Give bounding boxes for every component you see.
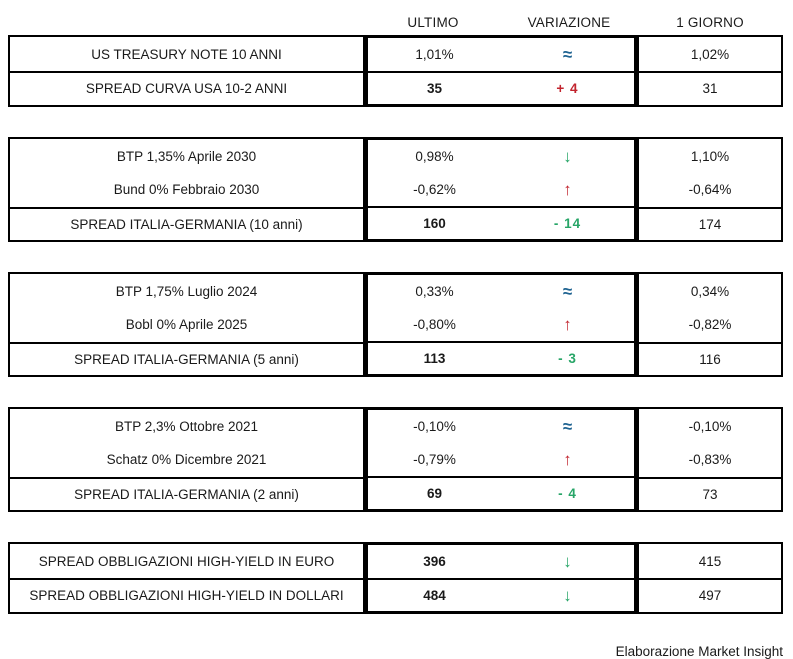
table-row <box>368 275 634 308</box>
arrow-up-icon: ↑ <box>563 179 572 199</box>
label-cell: SPREAD OBBLIGAZIONI HIGH-YIELD IN EURO <box>38 553 335 569</box>
giorno-column <box>637 542 783 614</box>
label-column <box>8 272 365 377</box>
arrow-up-icon: ↑ <box>563 314 572 334</box>
variazione-cell: - 14 <box>553 216 582 231</box>
arrow-up-icon: ↑ <box>563 449 572 469</box>
table-row <box>368 206 634 239</box>
giorno-cell: 1,10% <box>690 148 730 164</box>
label-cell: BTP 1,35% Aprile 2030 <box>116 148 257 164</box>
giorno-cell: 0,34% <box>690 283 730 299</box>
ultimo-cell: 0,33% <box>415 284 454 299</box>
attribution-text: Elaborazione Market Insight <box>615 644 783 659</box>
approx-equal-icon: ≈ <box>562 281 573 301</box>
label-cell: SPREAD CURVA USA 10-2 ANNI <box>10 71 363 104</box>
variazione-cell: - 4 <box>558 486 577 501</box>
giorno-cell: -0,83% <box>688 452 732 467</box>
giorno-column <box>637 407 783 512</box>
ultimo-cell: 396 <box>423 554 446 569</box>
table-row <box>368 443 634 476</box>
giorno-column-header: 1 GIORNO <box>676 15 744 30</box>
values-column <box>365 35 637 107</box>
values-column <box>365 407 637 512</box>
label-cell: Bobl 0% Aprile 2025 <box>125 317 248 332</box>
rate-group <box>8 272 783 377</box>
label-cell: BTP 2,3% Ottobre 2021 <box>114 418 259 434</box>
giorno-column <box>637 137 783 242</box>
ultimo-cell: 484 <box>423 588 446 603</box>
ultimo-cell: 113 <box>423 351 446 366</box>
ultimo-cell: 35 <box>426 81 443 96</box>
label-cell: BTP 1,75% Luglio 2024 <box>115 283 258 299</box>
giorno-cell: -0,10% <box>688 418 732 434</box>
table-row <box>368 476 634 509</box>
table-row <box>368 140 634 173</box>
column-headers <box>8 6 783 30</box>
table-row <box>368 173 634 206</box>
label-cell: SPREAD OBBLIGAZIONI HIGH-YIELD IN DOLLARI <box>10 578 363 611</box>
label-cell: SPREAD ITALIA-GERMANIA (5 anni) <box>10 342 363 375</box>
ultimo-cell: -0,80% <box>413 317 456 332</box>
ultimo-cell: 1,01% <box>415 47 454 62</box>
rate-group <box>8 35 783 107</box>
rates-table <box>8 35 783 614</box>
ultimo-cell: 160 <box>423 216 446 231</box>
ultimo-cell: -0,62% <box>413 182 456 197</box>
variazione-column-header: VARIAZIONE <box>527 15 611 30</box>
giorno-cell: -0,64% <box>688 182 732 197</box>
rate-group <box>8 542 783 614</box>
rate-group <box>8 407 783 512</box>
label-column <box>8 137 365 242</box>
table-row <box>368 38 634 71</box>
table-row <box>368 410 634 443</box>
table-row <box>368 545 634 578</box>
label-cell: Schatz 0% Dicembre 2021 <box>106 452 267 467</box>
values-column <box>365 542 637 614</box>
giorno-cell: 1,02% <box>690 46 730 62</box>
giorno-cell: 415 <box>698 553 722 569</box>
arrow-down-icon: ↓ <box>563 146 572 166</box>
values-column <box>365 272 637 377</box>
values-column <box>365 137 637 242</box>
approx-equal-icon: ≈ <box>562 416 573 436</box>
label-column <box>8 542 365 614</box>
label-cell: SPREAD ITALIA-GERMANIA (2 anni) <box>10 477 363 510</box>
ultimo-cell: -0,79% <box>413 452 456 467</box>
giorno-cell: 73 <box>639 477 781 510</box>
giorno-column <box>637 35 783 107</box>
variazione-cell: - 3 <box>558 351 577 366</box>
giorno-cell: 174 <box>639 207 781 240</box>
arrow-down-icon: ↓ <box>563 585 572 605</box>
approx-equal-icon: ≈ <box>562 44 573 64</box>
ultimo-cell: 69 <box>426 486 443 501</box>
ultimo-cell: -0,10% <box>413 419 456 434</box>
arrow-down-icon: ↓ <box>563 551 572 571</box>
table-row <box>368 341 634 374</box>
label-cell: US TREASURY NOTE 10 ANNI <box>91 46 282 62</box>
variazione-cell: + 4 <box>556 81 579 96</box>
giorno-cell: 116 <box>639 342 781 375</box>
giorno-cell: 31 <box>639 71 781 104</box>
ultimo-cell: 0,98% <box>415 149 454 164</box>
giorno-column <box>637 272 783 377</box>
label-cell: Bund 0% Febbraio 2030 <box>113 182 260 197</box>
label-column <box>8 35 365 107</box>
giorno-cell: -0,82% <box>688 317 732 332</box>
giorno-cell: 497 <box>639 578 781 611</box>
table-row <box>368 578 634 611</box>
rate-group <box>8 137 783 242</box>
ultimo-column-header: ULTIMO <box>407 15 459 30</box>
table-row <box>368 308 634 341</box>
table-row <box>368 71 634 104</box>
label-cell: SPREAD ITALIA-GERMANIA (10 anni) <box>10 207 363 240</box>
label-column <box>8 407 365 512</box>
